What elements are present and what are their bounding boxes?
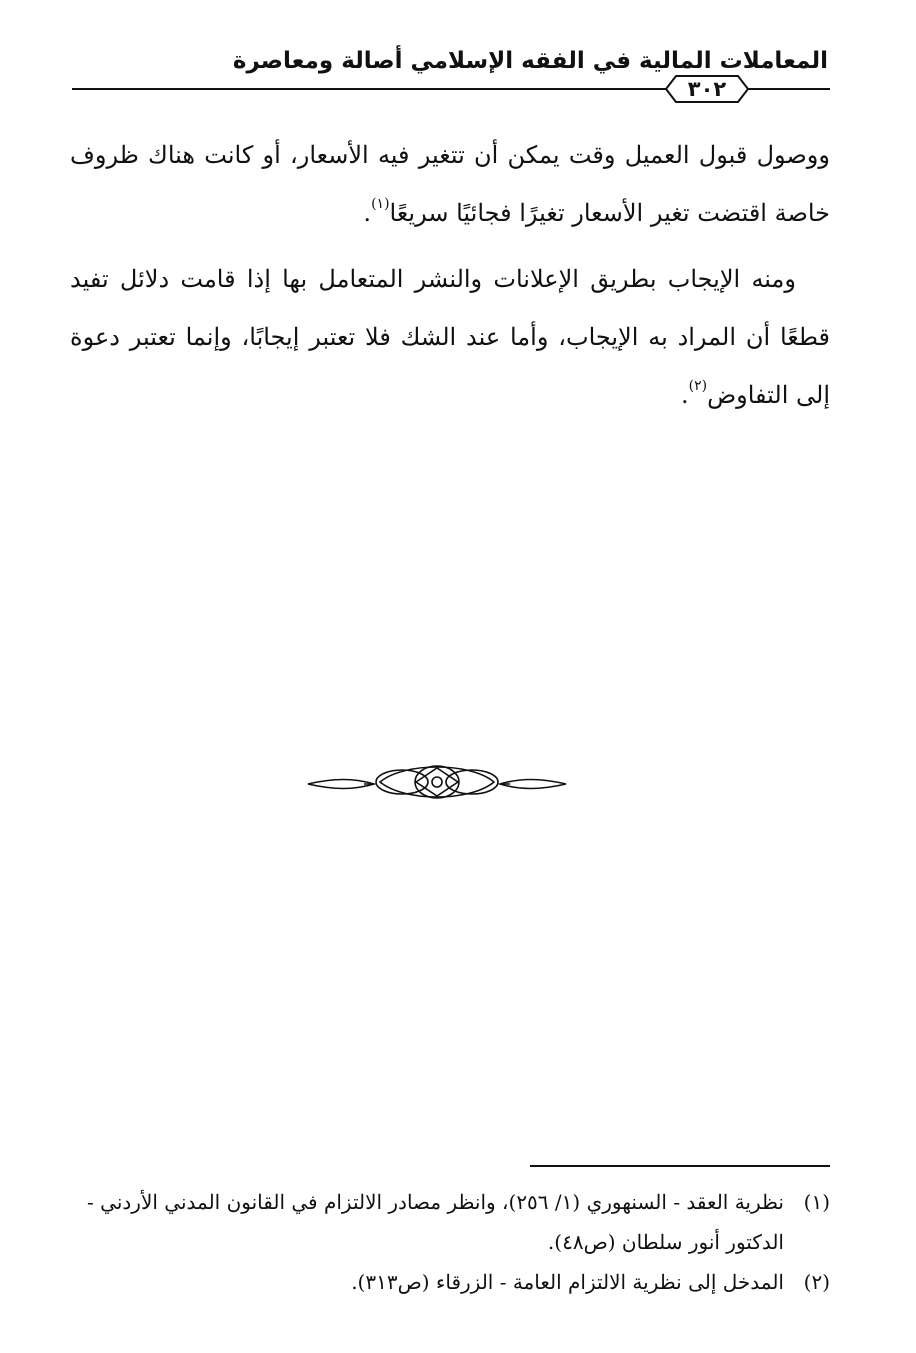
footnote-number-1: (١) [803,1190,830,1214]
footnote-2 [70,1262,830,1302]
paragraph-1 [70,126,830,242]
footnotes [70,1182,830,1302]
page-number-badge [664,72,750,106]
paragraph-2 [70,250,830,424]
header-rule [72,88,666,90]
footnote-1 [70,1182,830,1262]
footnote-rule [530,1165,830,1167]
footnote-ref-1[interactable]: (١) [371,196,390,212]
footnote-ref-2[interactable]: (٢) [688,378,708,394]
footnote-text-2: المدخل إلى نظرية الالتزام العامة - الزرقاء (ص٣١٣). [351,1270,784,1294]
paragraph-1-text: ووصول قبول العميل وقت يمكن أن تتغير فيه الأسعار، أو كانت هناك ظروف خاصة اقتضت تغير الأسعار تغيرًا فجائيًا سريعًا [70,141,830,227]
paragraph-1-end: . [363,199,372,227]
page-number: ٣٠٢ [687,77,727,101]
paragraph-2-text: ومنه الإيجاب بطريق الإعلانات والنشر المتعامل بها إذا قامت دلائل تفيد قطعًا أن المراد به الإيجاب، وأما عند الشك فلا تعتبر إيجابًا، وإنما تعتبر دعوة إلى التفاوض [70,265,830,409]
footnote-number-2: (٢) [803,1270,830,1294]
paragraph-2-end: . [680,381,689,409]
ornament-divider-icon [304,758,570,806]
header-rule-right [748,88,830,90]
footnote-text-1: نظرية العقد - السنهوري (١/ ٢٥٦)، وانظر مصادر الالتزام في القانون المدني الأردني - الدكتور أنور سلطان (ص٤٨). [87,1190,784,1254]
header-title: المعاملات المالية في الفقه الإسلامي أصالة ومعاصرة [232,48,828,74]
body-text [70,126,830,432]
